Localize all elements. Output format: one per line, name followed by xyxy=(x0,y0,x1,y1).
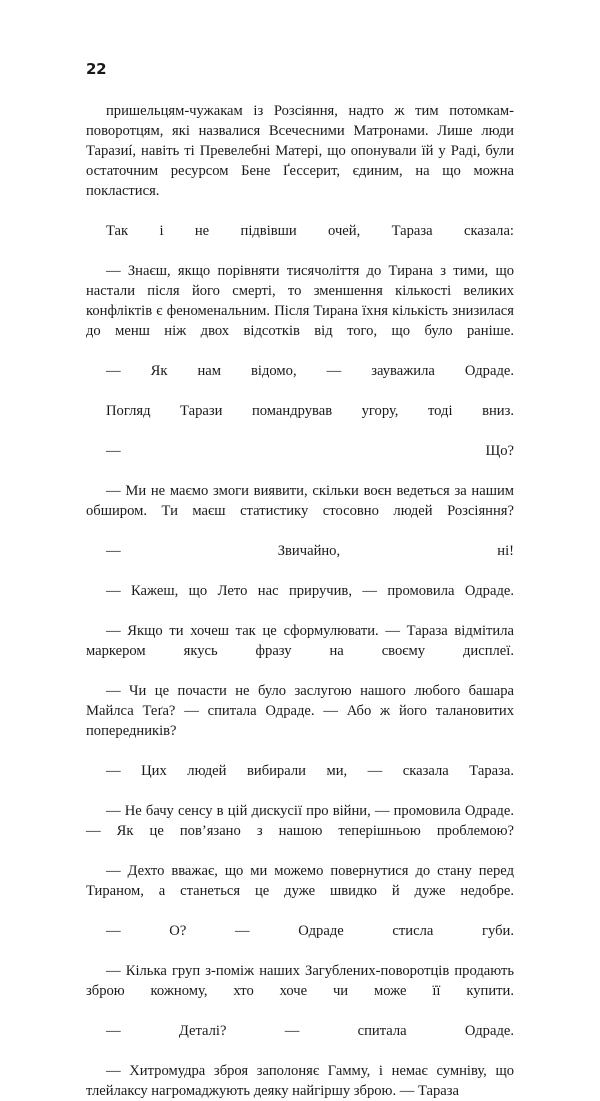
paragraph: — Деталі? — спитала Одраде. xyxy=(106,1023,514,1039)
paragraph: — Кілька груп з-поміж наших Загублених-поворотців продають зброю кожному, хто хоче чи може її купити. xyxy=(86,963,514,999)
paragraph: — Дехто вважає, що ми можемо повернутися до стану перед Тираном, а станеться це дуже швидко й дуже недобре. xyxy=(86,863,514,899)
paragraph: — Якщо ти хочеш так це сформулювати. — Тараза відмітила маркером якусь фразу на своєму дисплеї. xyxy=(86,623,514,659)
paragraph: — Цих людей вибирали ми, — сказала Тараза. xyxy=(106,763,514,779)
paragraph: — Кажеш, що Лето нас приручив, — промовила Одраде. xyxy=(106,583,514,599)
paragraph: пришельцям-чужакам із Розсіяння, надто ж тим потомкам-поворотцям, які назвалися Всечесними Матронами. Лише люди Таразиí, навіть ті Превелебні Матері, що опонували їй у Раді, були остаточним ресурсом Бене Ґессерит, єдиним, на що можна покластися. xyxy=(86,103,514,199)
paragraph: — Що? xyxy=(106,443,514,459)
paragraph: Погляд Тарази помандрував угору, тоді вниз. xyxy=(106,403,514,419)
body-text-block xyxy=(86,101,514,1101)
paragraph: — Чи це почасти не було заслугою нашого любого башара Майлса Теґа? — спитала Одраде. — Або ж його талановитих попередників? xyxy=(86,683,514,739)
page-number: 22 xyxy=(86,60,107,78)
paragraph: — Звичайно, ні! xyxy=(106,543,514,559)
paragraph: — Хитромудра зброя заполоняє Гамму, і немає сумніву, що тлейлаксу нагромаджують деяку найгіршу зброю. — Тараза xyxy=(86,1063,514,1099)
paragraph: Так і не підвівши очей, Тараза сказала: xyxy=(106,223,514,239)
paragraph: — Ми не маємо змоги виявити, скільки воєн ведеться за нашим обширом. Ти маєш статистику стосовно людей Розсіяння? xyxy=(86,483,514,519)
paragraph: — Не бачу сенсу в цій дискусії про війни, — промовила Одраде. — Як це пов’язано з нашою теперішньою проблемою? xyxy=(86,803,514,839)
paragraph: — Знаєш, якщо порівняти тисячоліття до Тирана з тими, що настали після його смерті, то зменшення кількості великих конфліктів є феноменальним. Після Тирана їхня кількість знизилася до менш ніж двох відсотків від того, що було раніше. xyxy=(86,263,514,339)
paragraph: — Як нам відомо, — зауважила Одраде. xyxy=(106,363,514,379)
paragraph: — О? — Одраде стисла губи. xyxy=(106,923,514,939)
